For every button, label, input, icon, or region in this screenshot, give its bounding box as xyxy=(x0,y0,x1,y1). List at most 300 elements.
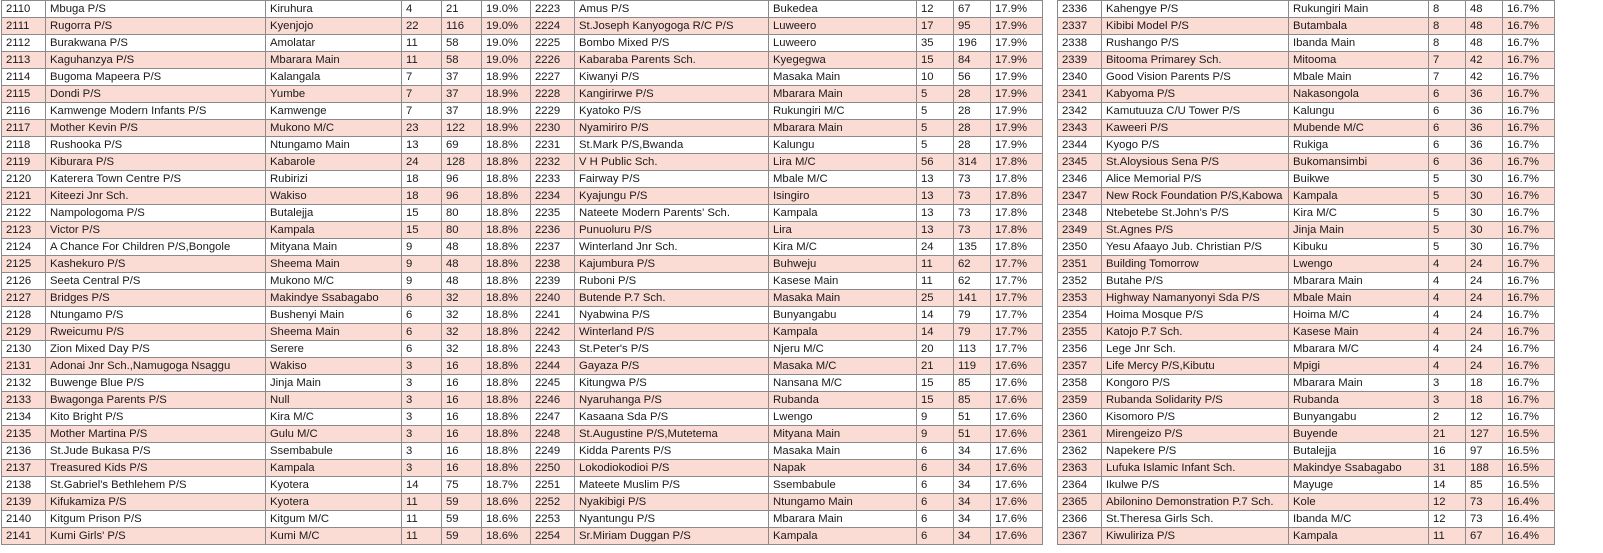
count-b-cell: 24 xyxy=(1466,358,1503,375)
count-a-cell: 4 xyxy=(1429,324,1466,341)
district-cell: Jinja Main xyxy=(1289,222,1429,239)
table-row xyxy=(2,120,534,137)
district-cell: Kampala xyxy=(266,222,402,239)
table-row xyxy=(2,528,534,545)
count-b-cell: 24 xyxy=(1466,256,1503,273)
count-b-cell: 30 xyxy=(1466,188,1503,205)
count-b-cell: 34 xyxy=(954,460,991,477)
count-a-cell: 4 xyxy=(402,1,442,18)
count-b-cell: 28 xyxy=(954,120,991,137)
percent-cell: 16.7% xyxy=(1503,239,1555,256)
district-cell: Mitooma xyxy=(1289,52,1429,69)
percent-cell: 16.7% xyxy=(1503,256,1555,273)
school-name-cell: Kangirirwe P/S xyxy=(575,86,769,103)
percent-cell: 18.8% xyxy=(482,154,534,171)
rank-cell: 2355 xyxy=(1058,324,1102,341)
count-a-cell: 11 xyxy=(1429,528,1466,545)
school-name-cell: St.Agnes P/S xyxy=(1102,222,1289,239)
district-cell: Ssembabule xyxy=(266,443,402,460)
count-b-cell: 85 xyxy=(1466,477,1503,494)
percent-cell: 18.8% xyxy=(482,426,534,443)
percent-cell: 16.7% xyxy=(1503,205,1555,222)
school-name-cell: Kamutuuza C/U Tower P/S xyxy=(1102,103,1289,120)
district-cell: Masaka Main xyxy=(769,290,917,307)
school-name-cell: Rweicumu P/S xyxy=(46,324,266,341)
school-name-cell: Building Tomorrow xyxy=(1102,256,1289,273)
table-row xyxy=(531,341,1043,358)
table-row xyxy=(2,188,534,205)
count-a-cell: 8 xyxy=(1429,18,1466,35)
percent-cell: 18.8% xyxy=(482,358,534,375)
district-cell: Isingiro xyxy=(769,188,917,205)
school-name-cell: Kaweeri P/S xyxy=(1102,120,1289,137)
school-name-cell: New Rock Foundation P/S,Kabowa xyxy=(1102,188,1289,205)
count-b-cell: 18 xyxy=(1466,392,1503,409)
percent-cell: 17.6% xyxy=(991,477,1043,494)
percent-cell: 16.7% xyxy=(1503,341,1555,358)
count-b-cell: 73 xyxy=(954,222,991,239)
count-a-cell: 23 xyxy=(402,120,442,137)
table-row xyxy=(1058,443,1555,460)
district-cell: Lwengo xyxy=(1289,256,1429,273)
rank-cell: 2349 xyxy=(1058,222,1102,239)
percent-cell: 17.6% xyxy=(991,443,1043,460)
district-cell: Kampala xyxy=(1289,188,1429,205)
district-cell: Mbale M/C xyxy=(769,171,917,188)
table-row xyxy=(531,307,1043,324)
rank-cell: 2119 xyxy=(2,154,46,171)
school-name-cell: Kamwenge Modern Infants P/S xyxy=(46,103,266,120)
school-name-cell: Nyabwina P/S xyxy=(575,307,769,324)
percent-cell: 18.8% xyxy=(482,188,534,205)
count-b-cell: 34 xyxy=(954,443,991,460)
table-row xyxy=(2,443,534,460)
table-row xyxy=(1058,273,1555,290)
table-row xyxy=(2,273,534,290)
percent-cell: 16.7% xyxy=(1503,120,1555,137)
district-cell: Kampala xyxy=(1289,528,1429,545)
table-row xyxy=(1058,222,1555,239)
district-cell: Mubende M/C xyxy=(1289,120,1429,137)
percent-cell: 16.7% xyxy=(1503,188,1555,205)
school-name-cell: Lokodiokodioi P/S xyxy=(575,460,769,477)
table-row xyxy=(2,307,534,324)
district-cell: Kira M/C xyxy=(1289,205,1429,222)
rank-cell: 2115 xyxy=(2,86,46,103)
rank-cell: 2132 xyxy=(2,375,46,392)
school-name-cell: Kashekuro P/S xyxy=(46,256,266,273)
percent-cell: 16.7% xyxy=(1503,18,1555,35)
rank-cell: 2348 xyxy=(1058,205,1102,222)
district-cell: Yumbe xyxy=(266,86,402,103)
percent-cell: 16.7% xyxy=(1503,171,1555,188)
percent-cell: 16.4% xyxy=(1503,511,1555,528)
count-b-cell: 73 xyxy=(954,188,991,205)
rank-cell: 2254 xyxy=(531,528,575,545)
rank-cell: 2125 xyxy=(2,256,46,273)
count-b-cell: 96 xyxy=(442,171,482,188)
school-name-cell: Winterland Jnr Sch. xyxy=(575,239,769,256)
count-b-cell: 73 xyxy=(954,205,991,222)
school-name-cell: Kahengye P/S xyxy=(1102,1,1289,18)
count-a-cell: 3 xyxy=(402,358,442,375)
school-name-cell: Kumi Girls' P/S xyxy=(46,528,266,545)
count-b-cell: 73 xyxy=(1466,494,1503,511)
rank-cell: 2130 xyxy=(2,341,46,358)
table-row xyxy=(1058,52,1555,69)
count-b-cell: 48 xyxy=(442,256,482,273)
table-row xyxy=(531,528,1043,545)
district-cell: Lira M/C xyxy=(769,154,917,171)
count-b-cell: 59 xyxy=(442,528,482,545)
rank-cell: 2114 xyxy=(2,69,46,86)
table-row xyxy=(531,188,1043,205)
rank-cell: 2350 xyxy=(1058,239,1102,256)
district-cell: Ibanda M/C xyxy=(1289,511,1429,528)
count-a-cell: 12 xyxy=(1429,494,1466,511)
school-name-cell: V H Public Sch. xyxy=(575,154,769,171)
percent-cell: 18.8% xyxy=(482,324,534,341)
count-b-cell: 28 xyxy=(954,103,991,120)
school-name-cell: Kabyoma P/S xyxy=(1102,86,1289,103)
table-row xyxy=(1058,120,1555,137)
count-a-cell: 4 xyxy=(1429,307,1466,324)
district-cell: Mbarara Main xyxy=(769,86,917,103)
school-name-cell: Zion Mixed Day P/S xyxy=(46,341,266,358)
percent-cell: 17.9% xyxy=(991,120,1043,137)
count-a-cell: 12 xyxy=(1429,511,1466,528)
rank-cell: 2242 xyxy=(531,324,575,341)
count-a-cell: 13 xyxy=(402,137,442,154)
ranking-table-3 xyxy=(1057,0,1555,545)
table-row xyxy=(531,324,1043,341)
school-name-cell: Sr.Miriam Duggan P/S xyxy=(575,528,769,545)
school-name-cell: A Chance For Children P/S,Bongole xyxy=(46,239,266,256)
district-cell: Rubanda xyxy=(769,392,917,409)
percent-cell: 17.8% xyxy=(991,171,1043,188)
district-cell: Kalangala xyxy=(266,69,402,86)
count-a-cell: 5 xyxy=(917,120,954,137)
table-row xyxy=(531,256,1043,273)
table-row xyxy=(1058,171,1555,188)
district-cell: Bunyangabu xyxy=(769,307,917,324)
count-a-cell: 6 xyxy=(1429,154,1466,171)
table-row xyxy=(2,358,534,375)
rank-cell: 2238 xyxy=(531,256,575,273)
percent-cell: 16.7% xyxy=(1503,324,1555,341)
rank-cell: 2337 xyxy=(1058,18,1102,35)
table-row xyxy=(2,290,534,307)
rank-cell: 2240 xyxy=(531,290,575,307)
count-b-cell: 16 xyxy=(442,358,482,375)
rank-cell: 2360 xyxy=(1058,409,1102,426)
school-name-cell: Kaguhanzya P/S xyxy=(46,52,266,69)
count-a-cell: 6 xyxy=(917,443,954,460)
table-row xyxy=(531,460,1043,477)
school-name-cell: Kyatoko P/S xyxy=(575,103,769,120)
percent-cell: 16.7% xyxy=(1503,290,1555,307)
percent-cell: 18.8% xyxy=(482,137,534,154)
percent-cell: 18.8% xyxy=(482,341,534,358)
district-cell: Mukono M/C xyxy=(266,120,402,137)
count-a-cell: 9 xyxy=(402,239,442,256)
count-a-cell: 6 xyxy=(402,324,442,341)
district-cell: Kyotera xyxy=(266,494,402,511)
ranking-table-2-body xyxy=(531,1,1043,545)
count-b-cell: 32 xyxy=(442,290,482,307)
school-name-cell: Adonai Jnr Sch.,Namugoga Nsaggu xyxy=(46,358,266,375)
table-row xyxy=(2,154,534,171)
count-b-cell: 16 xyxy=(442,392,482,409)
rank-cell: 2248 xyxy=(531,426,575,443)
rank-cell: 2224 xyxy=(531,18,575,35)
count-b-cell: 73 xyxy=(1466,511,1503,528)
percent-cell: 17.6% xyxy=(991,460,1043,477)
percent-cell: 18.9% xyxy=(482,120,534,137)
table-row xyxy=(1058,103,1555,120)
district-cell: Kasese Main xyxy=(769,273,917,290)
school-name-cell: Hoima Mosque P/S xyxy=(1102,307,1289,324)
count-a-cell: 14 xyxy=(917,307,954,324)
table-row xyxy=(1058,256,1555,273)
rank-cell: 2229 xyxy=(531,103,575,120)
rank-cell: 2361 xyxy=(1058,426,1102,443)
count-a-cell: 3 xyxy=(402,460,442,477)
percent-cell: 19.0% xyxy=(482,1,534,18)
rank-cell: 2359 xyxy=(1058,392,1102,409)
count-a-cell: 11 xyxy=(402,528,442,545)
table-row xyxy=(531,392,1043,409)
school-name-cell: Kyajungu P/S xyxy=(575,188,769,205)
table-row xyxy=(1058,409,1555,426)
count-a-cell: 15 xyxy=(917,52,954,69)
district-cell: Luweero xyxy=(769,35,917,52)
school-name-cell: Seeta Central P/S xyxy=(46,273,266,290)
count-b-cell: 48 xyxy=(1466,1,1503,18)
percent-cell: 17.6% xyxy=(991,358,1043,375)
district-cell: Buikwe xyxy=(1289,171,1429,188)
percent-cell: 18.6% xyxy=(482,528,534,545)
percent-cell: 17.8% xyxy=(991,205,1043,222)
rank-cell: 2345 xyxy=(1058,154,1102,171)
percent-cell: 17.9% xyxy=(991,18,1043,35)
district-cell: Kyotera xyxy=(266,477,402,494)
district-cell: Null xyxy=(266,392,402,409)
count-b-cell: 32 xyxy=(442,324,482,341)
district-cell: Mityana Main xyxy=(769,426,917,443)
percent-cell: 17.7% xyxy=(991,341,1043,358)
count-b-cell: 16 xyxy=(442,426,482,443)
district-cell: Ibanda Main xyxy=(1289,35,1429,52)
district-cell: Bunyangabu xyxy=(1289,409,1429,426)
district-cell: Mukono M/C xyxy=(266,273,402,290)
school-name-cell: Nateete Modern Parents' Sch. xyxy=(575,205,769,222)
district-cell: Kyegegwa xyxy=(769,52,917,69)
district-cell: Serere xyxy=(266,341,402,358)
district-cell: Ntungamo Main xyxy=(266,137,402,154)
percent-cell: 18.6% xyxy=(482,494,534,511)
count-b-cell: 16 xyxy=(442,409,482,426)
district-cell: Kumi M/C xyxy=(266,528,402,545)
count-b-cell: 116 xyxy=(442,18,482,35)
count-b-cell: 85 xyxy=(954,392,991,409)
district-cell: Kampala xyxy=(266,460,402,477)
percent-cell: 16.7% xyxy=(1503,375,1555,392)
percent-cell: 17.6% xyxy=(991,426,1043,443)
district-cell: Mbarara Main xyxy=(1289,375,1429,392)
percent-cell: 16.4% xyxy=(1503,494,1555,511)
district-cell: Rubanda xyxy=(1289,392,1429,409)
count-b-cell: 12 xyxy=(1466,409,1503,426)
school-name-cell: Kajumbura P/S xyxy=(575,256,769,273)
count-a-cell: 6 xyxy=(917,494,954,511)
rank-cell: 2113 xyxy=(2,52,46,69)
table-row xyxy=(531,239,1043,256)
percent-cell: 18.8% xyxy=(482,290,534,307)
count-a-cell: 21 xyxy=(917,358,954,375)
table-row xyxy=(531,205,1043,222)
count-b-cell: 56 xyxy=(954,69,991,86)
rank-cell: 2225 xyxy=(531,35,575,52)
school-name-cell: Life Mercy P/S,Kibutu xyxy=(1102,358,1289,375)
district-cell: Rukungiri Main xyxy=(1289,1,1429,18)
table-row xyxy=(531,426,1043,443)
count-b-cell: 62 xyxy=(954,256,991,273)
count-b-cell: 18 xyxy=(1466,375,1503,392)
percent-cell: 19.0% xyxy=(482,18,534,35)
school-name-cell: Kyogo P/S xyxy=(1102,137,1289,154)
count-a-cell: 6 xyxy=(1429,137,1466,154)
count-b-cell: 188 xyxy=(1466,460,1503,477)
district-cell: Mbarara Main xyxy=(769,120,917,137)
rank-cell: 2346 xyxy=(1058,171,1102,188)
count-a-cell: 56 xyxy=(917,154,954,171)
count-a-cell: 20 xyxy=(917,341,954,358)
district-cell: Bukedea xyxy=(769,1,917,18)
rank-cell: 2231 xyxy=(531,137,575,154)
school-name-cell: St.Aloysious Sena P/S xyxy=(1102,154,1289,171)
district-cell: Kira M/C xyxy=(769,239,917,256)
school-name-cell: Alice Memorial P/S xyxy=(1102,171,1289,188)
rank-cell: 2339 xyxy=(1058,52,1102,69)
table-row xyxy=(531,222,1043,239)
count-b-cell: 196 xyxy=(954,35,991,52)
count-b-cell: 119 xyxy=(954,358,991,375)
school-name-cell: Nyaruhanga P/S xyxy=(575,392,769,409)
rank-cell: 2236 xyxy=(531,222,575,239)
count-b-cell: 97 xyxy=(1466,443,1503,460)
school-name-cell: Kisomoro P/S xyxy=(1102,409,1289,426)
count-a-cell: 6 xyxy=(1429,86,1466,103)
district-cell: Kabarole xyxy=(266,154,402,171)
district-cell: Sheema Main xyxy=(266,324,402,341)
district-cell: Kole xyxy=(1289,494,1429,511)
table-row xyxy=(531,52,1043,69)
count-a-cell: 6 xyxy=(402,290,442,307)
district-cell: Mpigi xyxy=(1289,358,1429,375)
table-row xyxy=(1058,69,1555,86)
table-row xyxy=(531,1,1043,18)
percent-cell: 17.6% xyxy=(991,409,1043,426)
table-row xyxy=(531,69,1043,86)
table-row xyxy=(2,375,534,392)
count-a-cell: 5 xyxy=(917,103,954,120)
school-name-cell: Kibibi Model P/S xyxy=(1102,18,1289,35)
school-name-cell: Ntungamo P/S xyxy=(46,307,266,324)
percent-cell: 17.7% xyxy=(991,273,1043,290)
percent-cell: 17.7% xyxy=(991,324,1043,341)
count-a-cell: 3 xyxy=(402,443,442,460)
school-name-cell: Napekere P/S xyxy=(1102,443,1289,460)
school-name-cell: St.Gabriel's Bethlehem P/S xyxy=(46,477,266,494)
rank-cell: 2367 xyxy=(1058,528,1102,545)
district-cell: Kira M/C xyxy=(266,409,402,426)
percent-cell: 19.0% xyxy=(482,52,534,69)
rank-cell: 2131 xyxy=(2,358,46,375)
count-b-cell: 16 xyxy=(442,443,482,460)
count-a-cell: 6 xyxy=(917,511,954,528)
school-name-cell: Amus P/S xyxy=(575,1,769,18)
district-cell: Kampala xyxy=(769,205,917,222)
table-row xyxy=(1058,188,1555,205)
percent-cell: 17.6% xyxy=(991,375,1043,392)
rank-cell: 2364 xyxy=(1058,477,1102,494)
school-name-cell: Winterland P/S xyxy=(575,324,769,341)
rank-cell: 2134 xyxy=(2,409,46,426)
rank-cell: 2127 xyxy=(2,290,46,307)
percent-cell: 17.8% xyxy=(991,188,1043,205)
district-cell: Wakiso xyxy=(266,188,402,205)
percent-cell: 16.7% xyxy=(1503,1,1555,18)
percent-cell: 16.7% xyxy=(1503,69,1555,86)
count-a-cell: 11 xyxy=(402,35,442,52)
table-row xyxy=(531,511,1043,528)
percent-cell: 19.0% xyxy=(482,35,534,52)
percent-cell: 18.8% xyxy=(482,239,534,256)
school-name-cell: Mother Kevin P/S xyxy=(46,120,266,137)
school-name-cell: Katerera Town Centre P/S xyxy=(46,171,266,188)
district-cell: Masaka Main xyxy=(769,443,917,460)
count-a-cell: 9 xyxy=(917,426,954,443)
count-a-cell: 31 xyxy=(1429,460,1466,477)
school-name-cell: Kabaraba Parents Sch. xyxy=(575,52,769,69)
count-a-cell: 3 xyxy=(402,426,442,443)
district-cell: Kiruhura xyxy=(266,1,402,18)
district-cell: Lwengo xyxy=(769,409,917,426)
table-row xyxy=(2,18,534,35)
percent-cell: 16.7% xyxy=(1503,273,1555,290)
count-a-cell: 4 xyxy=(1429,273,1466,290)
rank-cell: 2129 xyxy=(2,324,46,341)
district-cell: Butalejja xyxy=(266,205,402,222)
school-name-cell: Nyakibigi P/S xyxy=(575,494,769,511)
district-cell: Masaka Main xyxy=(769,69,917,86)
ranking-table-3-body xyxy=(1058,1,1555,545)
count-b-cell: 62 xyxy=(954,273,991,290)
percent-cell: 16.7% xyxy=(1503,52,1555,69)
count-a-cell: 12 xyxy=(917,1,954,18)
rank-cell: 2247 xyxy=(531,409,575,426)
district-cell: Ssembabule xyxy=(769,477,917,494)
count-b-cell: 16 xyxy=(442,375,482,392)
count-b-cell: 135 xyxy=(954,239,991,256)
percent-cell: 17.6% xyxy=(991,494,1043,511)
table-row xyxy=(531,137,1043,154)
school-name-cell: Lufuka Islamic Infant Sch. xyxy=(1102,460,1289,477)
count-a-cell: 11 xyxy=(402,511,442,528)
school-name-cell: Good Vision Parents P/S xyxy=(1102,69,1289,86)
rank-cell: 2239 xyxy=(531,273,575,290)
